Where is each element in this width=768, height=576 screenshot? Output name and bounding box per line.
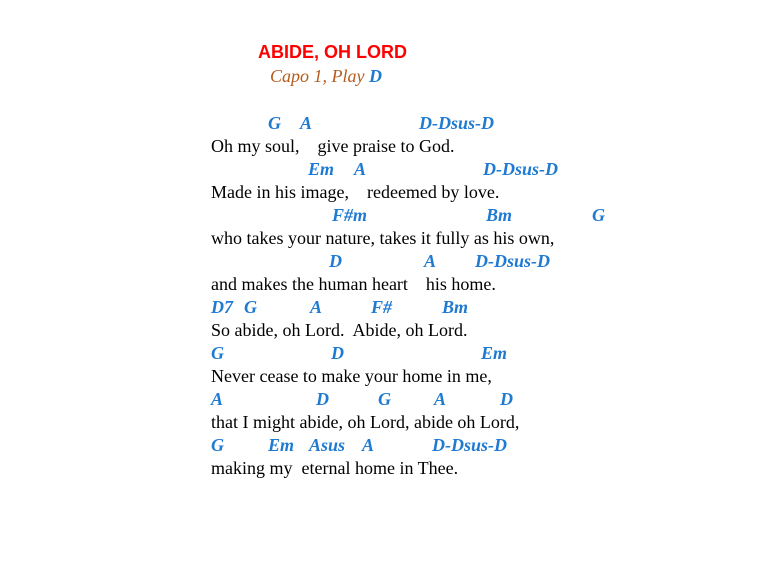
capo-key: D	[369, 66, 382, 86]
chord: F#	[371, 297, 393, 317]
capo-text: Capo 1, Play	[270, 66, 365, 86]
lyric-line: So abide, oh Lord. Abide, oh Lord.	[211, 320, 468, 340]
chord: G	[211, 343, 224, 363]
chord: G	[211, 435, 224, 455]
chord: D-Dsus-D	[475, 251, 551, 271]
chord: D	[316, 389, 329, 409]
lyric-line: making my eternal home in Thee.	[211, 458, 459, 478]
lyric-line: that I might abide, oh Lord, abide oh Lord,	[211, 412, 520, 432]
chord: A	[300, 113, 313, 133]
chord: A	[362, 435, 375, 455]
chord: Em	[481, 343, 508, 363]
lyric-line: who takes your nature, takes it fully as his own,	[211, 228, 555, 248]
lyric-line: Oh my soul, give praise to God.	[211, 136, 455, 156]
song-title: ABIDE, OH LORD	[258, 42, 408, 62]
chord: D	[331, 343, 344, 363]
capo-instruction	[270, 66, 382, 87]
chord: G	[592, 205, 605, 225]
chord: D7	[211, 297, 233, 317]
lyric-line: Never cease to make your home in me,	[211, 366, 492, 386]
chord: D-Dsus-D	[419, 113, 495, 133]
lyric-line: Made in his image, redeemed by love.	[211, 182, 500, 202]
chord: D	[500, 389, 513, 409]
chord: A	[211, 389, 224, 409]
chord: G	[378, 389, 391, 409]
chord: A	[310, 297, 323, 317]
chord: Bm	[486, 205, 513, 225]
chord: G	[268, 113, 281, 133]
chord: G	[244, 297, 257, 317]
chord: Em	[268, 435, 295, 455]
chord: Bm	[442, 297, 469, 317]
chord: Asus	[309, 435, 346, 455]
chord: D-Dsus-D	[483, 159, 559, 179]
chord: A	[354, 159, 367, 179]
chord: D-Dsus-D	[432, 435, 508, 455]
chord: D	[329, 251, 342, 271]
lyric-line: and makes the human heart his home.	[211, 274, 496, 294]
chord: A	[434, 389, 447, 409]
chord: A	[424, 251, 437, 271]
chord: F#m	[332, 205, 368, 225]
chord: Em	[308, 159, 335, 179]
